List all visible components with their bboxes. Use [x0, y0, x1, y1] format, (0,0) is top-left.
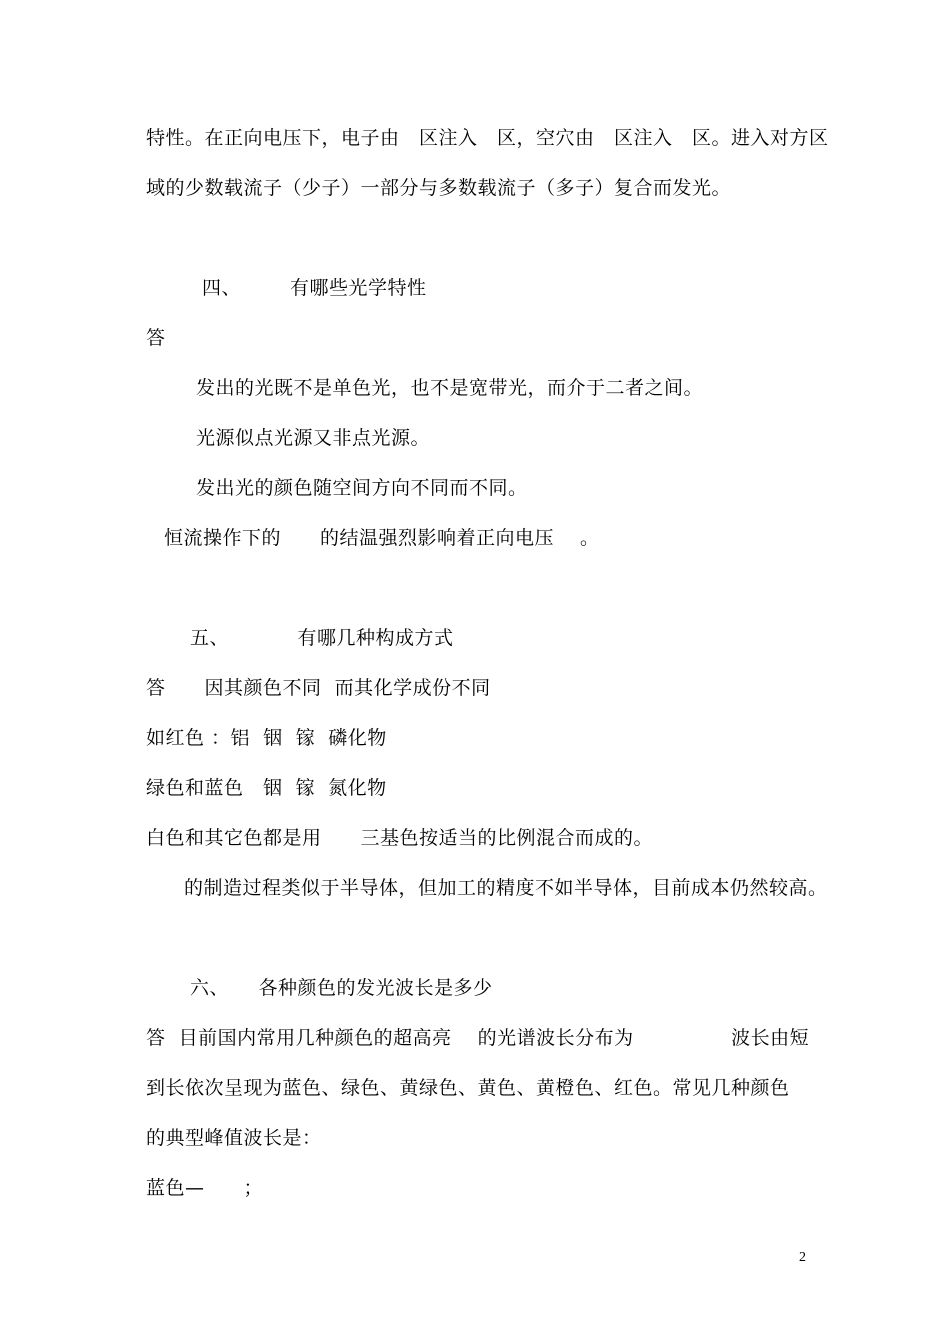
section-heading-4: 四、 有哪些光学特性 [202, 277, 427, 299]
page-number: 2 [799, 1250, 806, 1265]
paragraph-line: 光源似点光源又非点光源。 [196, 427, 431, 449]
paragraph-line: 蓝色— ； [146, 1177, 264, 1199]
paragraph-line: 答 目前国内常用几种颜色的超高亮 的光谱波长分布为 波长由短 [146, 1027, 810, 1049]
paragraph-line: 发出的光既不是单色光，也不是宽带光，而介于二者之间。 [196, 377, 704, 399]
paragraph-line: 绿色和蓝色 铟 镓 氮化物 [146, 777, 387, 799]
paragraph-line: 恒流操作下的 的结温强烈影响着正向电压 。 [164, 527, 600, 549]
paragraph-line: 发出光的颜色随空间方向不同而不同。 [196, 477, 528, 499]
paragraph-line: 的典型峰值波长是： [146, 1127, 322, 1149]
answer-label: 答 [146, 327, 166, 349]
paragraph-line: 到长依次呈现为蓝色、绿色、黄绿色、黄色、黄橙色、红色。常见几种颜色 [146, 1077, 790, 1099]
paragraph-line: 的制造过程类似于半导体，但加工的精度不如半导体，目前成本仍然较高。 [184, 877, 828, 899]
paragraph-line: 答 因其颜色不同 而其化学成份不同 [146, 677, 491, 699]
section-heading-5: 五、 有哪几种构成方式 [190, 627, 454, 649]
section-heading-6: 六、 各种颜色的发光波长是多少 [190, 977, 493, 999]
paragraph-line: 域的少数载流子（少子）一部分与多数载流子（多子）复合而发光。 [146, 177, 732, 199]
paragraph-line: 特性。在正向电压下，电子由 区注入 区，空穴由 区注入 区。进入对方区 [146, 127, 829, 149]
paragraph-line: 白色和其它色都是用 三基色按适当的比例混合而成的。 [146, 827, 654, 849]
paragraph-line: 如红色 ：铝 铟 镓 磷化物 [146, 727, 387, 749]
